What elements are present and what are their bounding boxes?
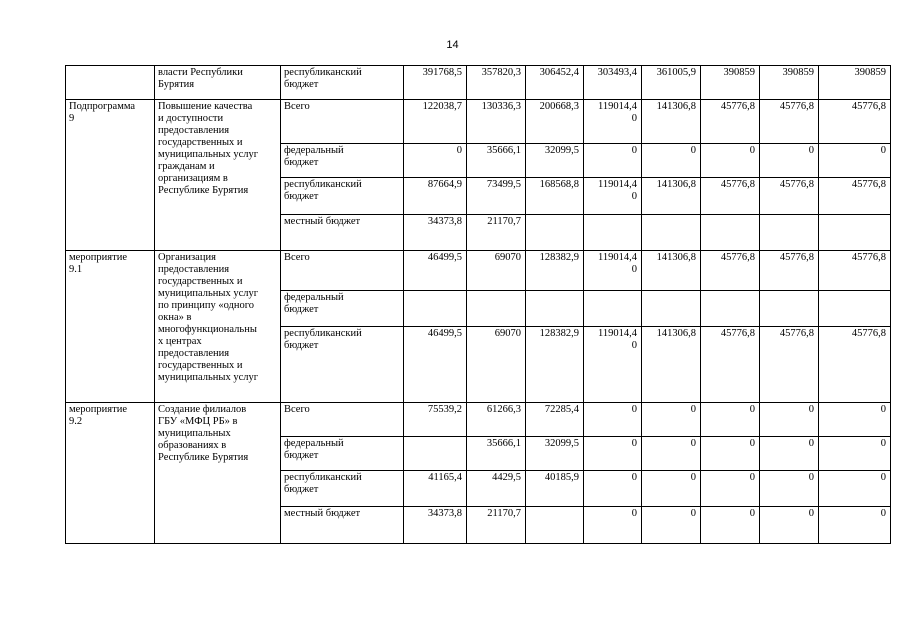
value-cell: 306452,4 — [525, 65, 583, 99]
value-cell: 45776,8 — [818, 250, 890, 290]
label-cell: Подпрограмма 9 — [65, 99, 154, 250]
table-bottom-border — [65, 543, 891, 544]
value-cell: 303493,4 — [583, 65, 641, 99]
value-cell: 45776,8 — [818, 326, 890, 402]
source-cell: федеральный бюджет — [280, 143, 403, 177]
value-cell: 128382,9 — [525, 326, 583, 402]
value-cell — [525, 214, 583, 250]
label-cell — [65, 65, 154, 99]
value-cell: 46499,5 — [403, 326, 466, 402]
source-cell: Всего — [280, 402, 403, 436]
value-cell: 0 — [641, 143, 700, 177]
value-cell: 35666,1 — [466, 143, 525, 177]
value-cell: 390859 — [700, 65, 759, 99]
value-cell: 75539,2 — [403, 402, 466, 436]
value-cell: 0 — [583, 143, 641, 177]
value-cell: 0 — [759, 402, 818, 436]
value-cell: 361005,9 — [641, 65, 700, 99]
description-cell: Повышение качества и доступности предоставления государственных и муниципальных услуг гражданам и организациям в Республике Бурятия — [154, 99, 280, 250]
value-cell: 72285,4 — [525, 402, 583, 436]
value-cell: 34373,8 — [403, 506, 466, 543]
value-cell: 45776,8 — [818, 99, 890, 143]
value-cell: 0 — [818, 470, 890, 506]
value-cell: 200668,3 — [525, 99, 583, 143]
value-cell: 69070 — [466, 250, 525, 290]
value-cell: 0 — [583, 506, 641, 543]
value-cell: 0 — [759, 506, 818, 543]
value-cell: 168568,8 — [525, 177, 583, 214]
value-cell — [525, 506, 583, 543]
value-cell — [700, 214, 759, 250]
value-cell — [525, 290, 583, 326]
value-cell — [818, 290, 890, 326]
value-cell: 0 — [700, 436, 759, 470]
source-cell: местный бюджет — [280, 506, 403, 543]
value-cell: 141306,8 — [641, 177, 700, 214]
value-cell: 45776,8 — [759, 99, 818, 143]
value-cell: 119014,4 0 — [583, 99, 641, 143]
value-cell — [759, 290, 818, 326]
value-cell — [466, 290, 525, 326]
value-cell — [583, 214, 641, 250]
value-cell: 390859 — [818, 65, 890, 99]
value-cell: 0 — [818, 436, 890, 470]
description-cell: Организация предоставления государственных и муниципальных услуг по принципу «одного окна» в многофункциональны х центрах предоставления государственных и муниципальных услуг — [154, 250, 280, 402]
value-cell: 0 — [700, 470, 759, 506]
value-cell: 0 — [700, 506, 759, 543]
value-cell: 34373,8 — [403, 214, 466, 250]
source-cell: федеральный бюджет — [280, 436, 403, 470]
value-cell — [700, 290, 759, 326]
value-cell: 45776,8 — [700, 99, 759, 143]
value-cell: 35666,1 — [466, 436, 525, 470]
source-cell: республиканский бюджет — [280, 65, 403, 99]
value-cell: 87664,9 — [403, 177, 466, 214]
value-cell: 32099,5 — [525, 436, 583, 470]
value-cell: 141306,8 — [641, 326, 700, 402]
value-cell: 0 — [641, 470, 700, 506]
value-cell: 61266,3 — [466, 402, 525, 436]
value-cell: 119014,4 0 — [583, 177, 641, 214]
description-cell: Создание филиалов ГБУ «МФЦ РБ» в муниципальных образованиях в Республике Бурятия — [154, 402, 280, 543]
value-cell — [818, 214, 890, 250]
source-cell: Всего — [280, 250, 403, 290]
value-cell: 141306,8 — [641, 99, 700, 143]
value-cell: 46499,5 — [403, 250, 466, 290]
value-cell: 390859 — [759, 65, 818, 99]
value-cell: 122038,7 — [403, 99, 466, 143]
value-cell: 0 — [759, 470, 818, 506]
value-cell — [641, 290, 700, 326]
value-cell: 45776,8 — [759, 177, 818, 214]
value-cell: 141306,8 — [641, 250, 700, 290]
value-cell: 0 — [700, 143, 759, 177]
value-cell: 130336,3 — [466, 99, 525, 143]
value-cell: 0 — [641, 436, 700, 470]
value-cell: 0 — [583, 436, 641, 470]
source-cell: республиканский бюджет — [280, 177, 403, 214]
value-cell: 0 — [700, 402, 759, 436]
value-cell: 0 — [818, 402, 890, 436]
table-right-border — [890, 65, 891, 544]
value-cell: 128382,9 — [525, 250, 583, 290]
value-cell: 391768,5 — [403, 65, 466, 99]
value-cell: 0 — [641, 402, 700, 436]
value-cell: 69070 — [466, 326, 525, 402]
value-cell: 0 — [818, 143, 890, 177]
value-cell: 0 — [583, 402, 641, 436]
value-cell: 73499,5 — [466, 177, 525, 214]
value-cell: 21170,7 — [466, 214, 525, 250]
value-cell: 45776,8 — [700, 177, 759, 214]
value-cell: 45776,8 — [759, 326, 818, 402]
value-cell — [583, 290, 641, 326]
value-cell: 40185,9 — [525, 470, 583, 506]
source-cell: республиканский бюджет — [280, 470, 403, 506]
value-cell: 119014,4 0 — [583, 326, 641, 402]
label-cell: мероприятие 9.2 — [65, 402, 154, 543]
value-cell: 32099,5 — [525, 143, 583, 177]
value-cell: 41165,4 — [403, 470, 466, 506]
value-cell: 0 — [759, 436, 818, 470]
source-cell: федеральный бюджет — [280, 290, 403, 326]
value-cell — [403, 436, 466, 470]
value-cell: 0 — [818, 506, 890, 543]
source-cell: Всего — [280, 99, 403, 143]
value-cell: 45776,8 — [818, 177, 890, 214]
value-cell: 357820,3 — [466, 65, 525, 99]
value-cell: 45776,8 — [759, 250, 818, 290]
value-cell: 45776,8 — [700, 250, 759, 290]
value-cell — [759, 214, 818, 250]
source-cell: республиканский бюджет — [280, 326, 403, 402]
label-cell: мероприятие 9.1 — [65, 250, 154, 402]
value-cell: 4429,5 — [466, 470, 525, 506]
value-cell: 0 — [641, 506, 700, 543]
value-cell: 0 — [583, 470, 641, 506]
value-cell: 0 — [403, 143, 466, 177]
value-cell — [403, 290, 466, 326]
value-cell: 21170,7 — [466, 506, 525, 543]
source-cell: местный бюджет — [280, 214, 403, 250]
description-cell: власти Республики Бурятия — [154, 65, 280, 99]
value-cell: 45776,8 — [700, 326, 759, 402]
value-cell: 0 — [759, 143, 818, 177]
value-cell: 119014,4 0 — [583, 250, 641, 290]
value-cell — [641, 214, 700, 250]
page-number: 14 — [446, 39, 459, 51]
